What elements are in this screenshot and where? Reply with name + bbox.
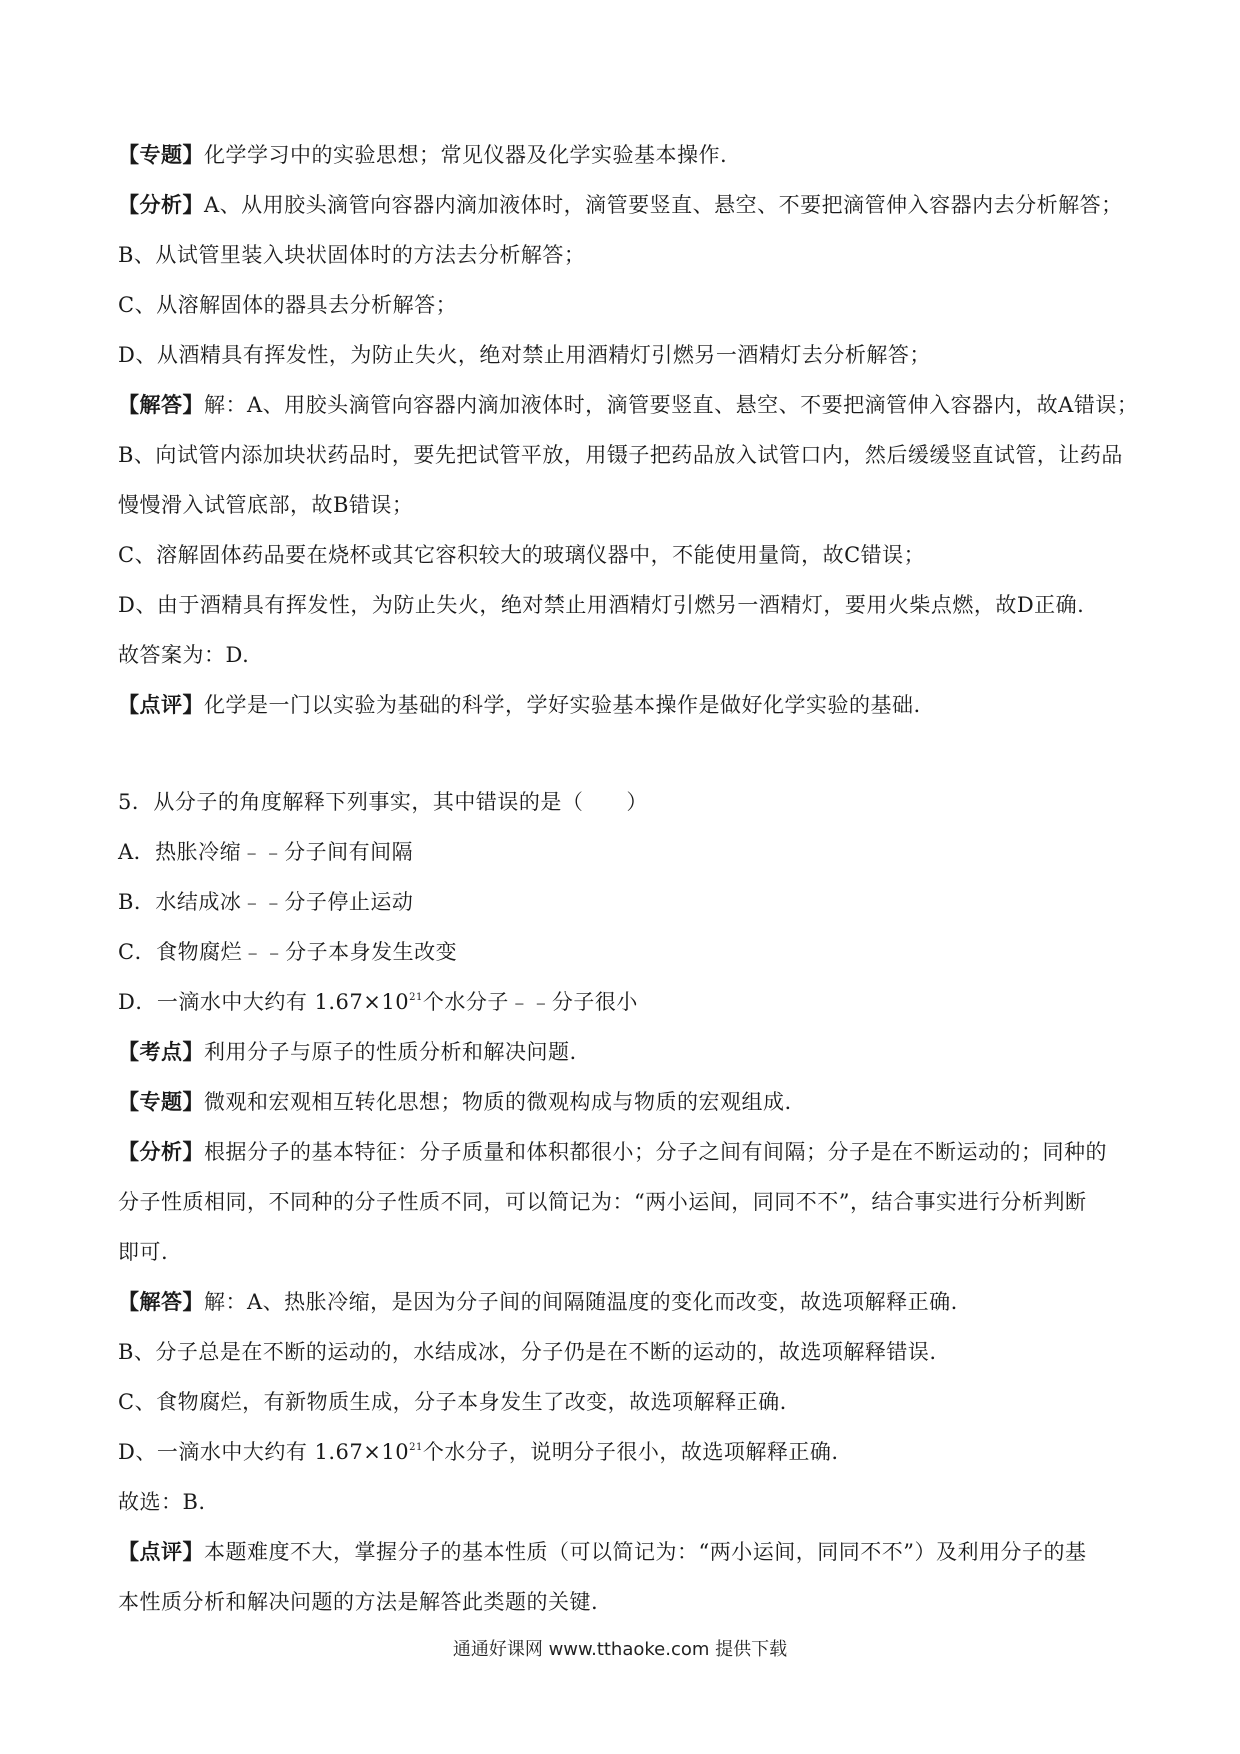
q5-stem: 5．从分子的角度解释下列事实，其中错误的是（ ） [118, 790, 648, 814]
topic-tag: 【专题】 [118, 142, 204, 167]
analysis-text: 根据分子的基本特征：分子质量和体积都很小；分子之间有间隔；分子是在不断运动的；同种的 [204, 1140, 1107, 1164]
comment-text: 本题难度不大，掌握分子的基本性质（可以简记为：“两小运间，同同不不”）及利用分子的基 [204, 1540, 1087, 1564]
point-tag: 【考点】 [118, 1039, 204, 1064]
q4-analysis-line-b: B、从试管里装入块状固体时的方法去分析解答； [118, 243, 586, 267]
q4-analysis-line-a [118, 190, 1128, 220]
q4-comment-line [118, 690, 1128, 720]
analysis-text: A、从用胶头滴管向容器内滴加液体时，滴管要竖直、悬空、不要把滴管伸入容器内去分析解答； [204, 193, 1123, 217]
topic-text: 微观和宏观相互转化思想；物质的微观构成与物质的宏观组成. [204, 1090, 792, 1114]
analysis-tag: 【分析】 [118, 1139, 204, 1164]
q5-analysis-line-2: 分子性质相同，不同种的分子性质不同，可以简记为：“两小运间，同同不不”，结合事实进行分析判断 [118, 1190, 1087, 1214]
comment-text: 化学是一门以实验为基础的科学，学好实验基本操作是做好化学实验的基础. [204, 693, 921, 717]
q5-option-c: C．食物腐烂﹣﹣分子本身发生改变 [118, 940, 458, 964]
q5-comment-line-2: 本性质分析和解决问题的方法是解答此类题的关键. [118, 1590, 599, 1614]
q4-answer-line-c: C、溶解固体药品要在烧杯或其它容积较大的玻璃仪器中，不能使用量筒，故C错误； [118, 543, 926, 567]
comment-tag: 【点评】 [118, 692, 204, 717]
answer-d-exponent: 21 [409, 1442, 423, 1453]
q4-answer-line-b1: B、向试管内添加块状药品时，要先把试管平放，用镊子把药品放入试管口内，然后缓缓竖直试管，让药品 [118, 443, 1123, 467]
answer-text: 解：A、热胀冷缩，是因为分子间的间隔随温度的变化而改变，故选项解释正确. [204, 1290, 958, 1314]
q4-answer-line-a [118, 390, 1139, 420]
q5-point-line [118, 1037, 1128, 1067]
comment-tag: 【点评】 [118, 1539, 204, 1564]
answer-text: 解：A、用胶头滴管向容器内滴加液体时，滴管要竖直、悬空、不要把滴管伸入容器内，故A错误； [204, 393, 1139, 417]
q5-option-a: A．热胀冷缩﹣﹣分子间有间隔 [118, 840, 414, 864]
q5-final-answer: 故选：B. [118, 1490, 206, 1514]
q5-topic-line [118, 1087, 1128, 1117]
option-d-post: 个水分子﹣﹣分子很小 [422, 990, 638, 1014]
q5-option-d [118, 987, 1128, 1017]
topic-text: 化学学习中的实验思想；常见仪器及化学实验基本操作. [204, 143, 728, 167]
answer-tag: 【解答】 [118, 392, 204, 417]
point-text: 利用分子与原子的性质分析和解决问题. [204, 1040, 577, 1064]
q5-answer-line-d [118, 1437, 1128, 1467]
page-footer: 通通好课网 www.tthaoke.com 提供下载 [452, 1639, 788, 1660]
q5-answer-line-c: C、食物腐烂，有新物质生成，分子本身发生了改变，故选项解释正确. [118, 1390, 787, 1414]
q5-option-b: B．水结成冰﹣﹣分子停止运动 [118, 890, 414, 914]
answer-d-pre: D、一滴水中大约有 1.67×10 [118, 1440, 410, 1464]
answer-tag: 【解答】 [118, 1289, 204, 1314]
q4-analysis-line-c: C、从溶解固体的器具去分析解答； [118, 293, 458, 317]
q4-analysis-line-d: D、从酒精具有挥发性，为防止失火，绝对禁止用酒精灯引燃另一酒精灯去分析解答； [118, 343, 931, 367]
q5-comment-line-1 [118, 1537, 1128, 1567]
option-d-pre: D．一滴水中大约有 1.67×10 [118, 990, 410, 1014]
q5-answer-line-b: B、分子总是在不断的运动的，水结成冰，分子仍是在不断的运动的，故选项解释错误. [118, 1340, 937, 1364]
topic-tag: 【专题】 [118, 1089, 204, 1114]
q4-answer-line-d: D、由于酒精具有挥发性，为防止失火，绝对禁止用酒精灯引燃另一酒精灯，要用火柴点燃，故D正确. [118, 593, 1085, 617]
q5-analysis-line-1 [118, 1137, 1128, 1167]
option-d-exponent: 21 [409, 992, 423, 1003]
q5-answer-line-a [118, 1287, 1128, 1317]
q5-analysis-line-3: 即可. [118, 1240, 169, 1264]
answer-d-post: 个水分子，说明分子很小，故选项解释正确. [422, 1440, 839, 1464]
q4-answer-line-b2: 慢慢滑入试管底部，故B错误； [118, 493, 414, 517]
q4-topic-line [118, 140, 1128, 170]
q4-final-answer: 故答案为：D. [118, 643, 250, 667]
analysis-tag: 【分析】 [118, 192, 204, 217]
